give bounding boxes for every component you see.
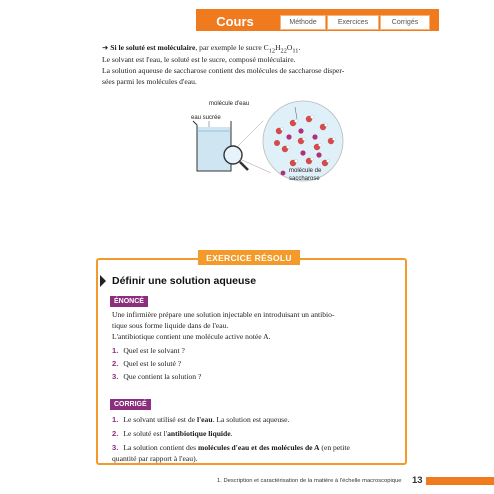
label-water-molecule: molécule d'eau [209, 101, 250, 107]
formula-end: . [298, 43, 301, 52]
answer-1 [112, 415, 289, 426]
question-text: Quel est le solvant ? [123, 346, 185, 355]
formula-sub-h: 22 [280, 47, 287, 55]
label-sugar-water: eau sucrée [191, 115, 221, 121]
tab-methode[interactable]: Méthode [280, 15, 326, 30]
tab-corriges[interactable]: Corrigés [380, 15, 430, 30]
intro-lead: Si le soluté est moléculaire [110, 43, 196, 52]
intro-line-4: sées parmi les molécules d'eau. [102, 77, 197, 86]
formula-o: O [286, 43, 293, 52]
answer-text-end: . [230, 429, 233, 438]
statement-line-3: L'antibiotique contient une molécule active notée A. [112, 332, 271, 341]
question-3 [112, 372, 201, 383]
answer-bold: molécules d'eau et des molécules de A [198, 443, 320, 452]
arrow-icon: ➜ [102, 43, 109, 52]
section-header [196, 9, 439, 33]
exercise-badge: EXERCICE RÉSOLU [198, 250, 300, 265]
intro-lead-rest: , par exemple le sucre C [195, 43, 269, 52]
answer-number: 3. [112, 443, 119, 452]
page-number: 13 [412, 475, 423, 486]
question-number: 3. [112, 372, 119, 381]
question-number: 1. [112, 346, 119, 355]
answer-text-end: (en petite [319, 443, 350, 452]
tab-exercices[interactable]: Exercices [327, 15, 379, 30]
question-text: Que contient la solution ? [123, 372, 202, 381]
answer-text-end: . La solution est aqueuse. [212, 415, 290, 424]
answer-2 [112, 429, 233, 440]
answer-text: La solution contient des [123, 443, 199, 452]
answer-bold: antibiotique liquide [167, 429, 231, 438]
sugar-water-figure [185, 97, 365, 192]
formula-sub-c: 12 [268, 47, 276, 55]
answer-number: 2. [112, 429, 119, 438]
answer-text: Le solvant utilisé est de [123, 415, 197, 424]
exercise-title-row [100, 275, 256, 287]
answer-text: Le soluté est l' [123, 429, 168, 438]
formula-sub-o: 11 [292, 47, 299, 55]
label-sucrose-line2: saccharose [289, 176, 320, 182]
answer-3-line-2: quantité par rapport à l'eau). [112, 454, 198, 463]
answer-3 [112, 443, 350, 454]
question-2 [112, 359, 181, 370]
exercise-title: Définir une solution aqueuse [112, 275, 257, 287]
statement-line-2: tique sous forme liquide dans de l'eau. [112, 321, 229, 330]
answer-number: 1. [112, 415, 119, 424]
question-number: 2. [112, 359, 119, 368]
statement-line-1: Une infirmière prépare une solution injectable en introduisant un antibio- [112, 310, 335, 319]
question-text: Quel est le soluté ? [123, 359, 182, 368]
tab-cours[interactable]: Cours [199, 11, 271, 31]
label-sucrose-line1: molécule de [289, 168, 322, 174]
answer-bold: l'eau [196, 415, 213, 424]
statement-tag: ÉNONCÉ [110, 296, 148, 307]
formula-h: H [275, 43, 281, 52]
intro-line-2: Le solvant est l'eau, le soluté est le sucre, composé moléculaire. [102, 55, 296, 64]
chapter-footer: 1. Description et caractérisation de la matière à l'échelle macroscopique [217, 478, 402, 484]
page-accent-bar [426, 477, 494, 485]
chevron-right-icon [100, 275, 106, 287]
answer-tag: CORRIGÉ [110, 399, 151, 410]
question-1 [112, 346, 185, 357]
beaker-illustration [185, 97, 365, 192]
intro-line-3: La solution aqueuse de saccharose contient des molécules de saccharose disper- [102, 66, 345, 75]
